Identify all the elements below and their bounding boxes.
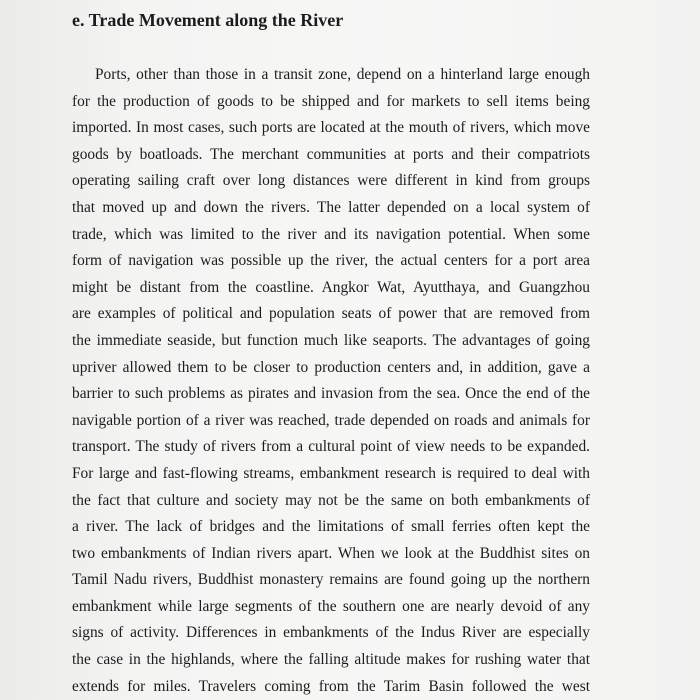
text-line: upriver allowed them to be closer to production centers and, in addition, gave a <box>72 358 590 376</box>
text-line: goods by boatloads. The merchant communities at ports and their compatriots <box>72 145 590 163</box>
text-line: a river. The lack of bridges and the limitations of small ferries often kept the <box>72 518 590 536</box>
text-line: form of navigation was possible up the river, the actual centers for a port area <box>72 252 590 270</box>
body-paragraph <box>72 62 590 700</box>
text-line: the immediate seaside, but function much like seaports. The advantages of going <box>72 331 590 349</box>
text-line: two embankments of Indian rivers apart. When we look at the Buddhist sites on <box>72 544 590 562</box>
text-line: the fact that culture and society may not be the same on both embankments of <box>72 491 590 509</box>
text-line: might be distant from the coastline. Angkor Wat, Ayutthaya, and Guangzhou <box>72 278 590 296</box>
text-line: for the production of goods to be shipped and for markets to sell items being <box>72 92 590 110</box>
text-line: extends for miles. Travelers coming from the Tarim Basin followed the west <box>72 677 590 695</box>
text-line: trade, which was limited to the river and its navigation potential. When some <box>72 225 590 243</box>
text-line: imported. In most cases, such ports are located at the mouth of rivers, which move <box>72 119 590 137</box>
text-line: are examples of political and population seats of power that are removed from <box>72 305 590 323</box>
text-line: Ports, other than those in a transit zone, depend on a hinterland large enough <box>95 66 590 83</box>
text-line: barrier to such problems as pirates and invasion from the sea. Once the end of the <box>72 385 590 403</box>
text-line: embankment while large segments of the southern one are nearly devoid of any <box>72 597 590 615</box>
text-line: operating sailing craft over long distances were different in kind from groups <box>72 172 590 190</box>
text-line: navigable portion of a river was reached, trade depended on roads and animals for <box>72 411 590 429</box>
text-line: that moved up and down the rivers. The latter depended on a local system of <box>72 198 590 216</box>
text-line: signs of activity. Differences in embankments of the Indus River are especially <box>72 624 590 642</box>
text-line: Tamil Nadu rivers, Buddhist monastery remains are found going up the northern <box>72 571 590 589</box>
text-line: the case in the highlands, where the falling altitude makes for rushing water that <box>72 651 590 669</box>
text-line: For large and fast-flowing streams, embankment research is required to deal with <box>72 464 590 482</box>
text-line: transport. The study of rivers from a cultural point of view needs to be expanded. <box>72 438 590 456</box>
section-heading: e. Trade Movement along the River <box>72 10 344 30</box>
